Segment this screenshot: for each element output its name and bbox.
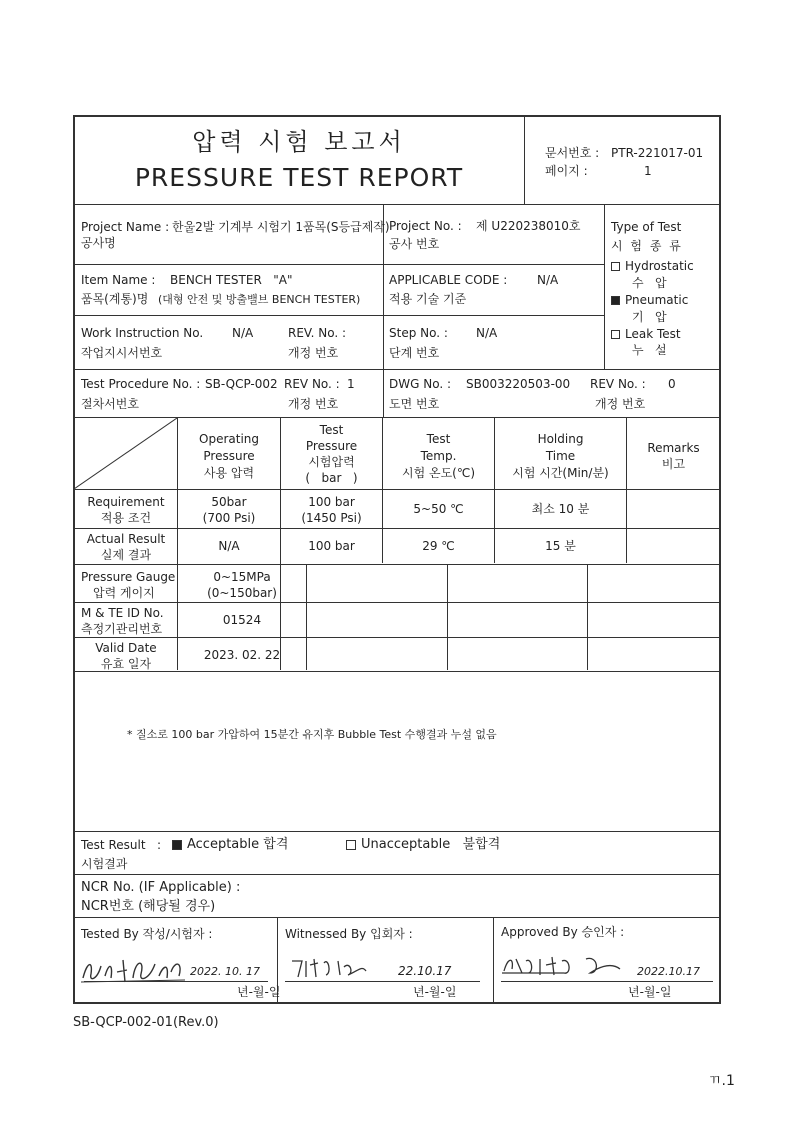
header-operating-pressure: Operating Pressure 사용 압력 bbox=[199, 432, 259, 480]
hydrostatic-checkbox bbox=[611, 262, 620, 271]
dwg-rev-label-kr: 개정 번호 bbox=[595, 397, 646, 411]
procedure-rev-value: 1 bbox=[347, 377, 355, 391]
procedure-rev-label: REV No. : bbox=[284, 377, 340, 391]
approved-by-signature bbox=[500, 951, 640, 981]
item-name-value: BENCH TESTER "A" bbox=[170, 273, 293, 287]
procedure-no-value: SB-QCP-002 bbox=[205, 377, 278, 391]
tested-by-label: Tested By 작성/시험자 : bbox=[81, 927, 213, 941]
test-result-label-kr: 시험결과 bbox=[81, 857, 128, 871]
header-test-temp: Test Temp. 시험 온도(℃) bbox=[401, 432, 476, 480]
witnessed-by-label: Witnessed By 입회자 : bbox=[285, 927, 413, 941]
result-acceptable: Acceptable 합격 bbox=[172, 837, 288, 852]
work-instruction-label-kr: 작업지시서번호 bbox=[81, 346, 163, 360]
doc-no-label: 문서번호 : bbox=[545, 146, 600, 160]
work-instruction-value: N/A bbox=[232, 326, 254, 340]
type-option-pneumatic-kr: 기 압 bbox=[632, 310, 667, 324]
type-option-hydrostatic: Hydrostatic bbox=[611, 259, 694, 274]
leak-test-checkbox bbox=[611, 330, 620, 339]
actual-test-pressure: 100 bar bbox=[308, 539, 355, 553]
tested-date: 2022. 10. 17 bbox=[190, 965, 260, 978]
approved-date: 2022.10.17 bbox=[637, 965, 700, 978]
actual-operating-pressure: N/A bbox=[218, 539, 240, 553]
type-option-leak: Leak Test bbox=[611, 327, 681, 342]
type-option-pneumatic: Pneumatic bbox=[611, 293, 688, 308]
pressure-gauge-range: 0~15MPa (0~150bar) bbox=[207, 570, 277, 600]
witnessed-by-signature bbox=[288, 953, 378, 981]
ncr-label-kr: NCR번호 (해당될 경우) bbox=[81, 899, 216, 914]
title-korean: 압력 시험 보고서 bbox=[192, 128, 406, 156]
project-no-value: 제 U220238010호 bbox=[476, 219, 581, 233]
dwg-no-label: DWG No. : bbox=[389, 377, 451, 391]
test-note: * 질소로 100 bar 가압하여 15분간 유지후 Bubble Test 수행결과 누설 없음 bbox=[127, 728, 497, 741]
item-name-value-kr: (대형 안전 및 방출밸브 BENCH TESTER) bbox=[158, 293, 361, 306]
requirement-operating-pressure: 50bar (700 Psi) bbox=[202, 495, 256, 525]
valid-date-label: Valid Date 유효 일자 bbox=[95, 641, 157, 671]
valid-date-value: 2023. 02. 22 bbox=[203, 648, 281, 662]
page-mark: ㄲ.1 bbox=[708, 1073, 735, 1089]
procedure-no-label: Test Procedure No. : bbox=[81, 377, 201, 391]
project-name-label-kr: 공사명 bbox=[81, 236, 116, 250]
form-number: SB-QCP-002-01(Rev.0) bbox=[73, 1015, 219, 1030]
applicable-code-value: N/A bbox=[537, 273, 559, 287]
project-name-label: Project Name : bbox=[81, 220, 170, 234]
project-no-label-kr: 공사 번호 bbox=[389, 237, 440, 251]
pressure-gauge-label: Pressure Gauge 압력 게이지 bbox=[81, 570, 176, 600]
procedure-rev-label-kr: 개정 번호 bbox=[288, 397, 339, 411]
item-name-label: Item Name : bbox=[81, 273, 156, 287]
result-unacceptable: Unacceptable 불합격 bbox=[346, 837, 500, 852]
dwg-no-label-kr: 도면 번호 bbox=[389, 397, 440, 411]
applicable-code-label-kr: 적용 기술 기준 bbox=[389, 292, 467, 306]
tested-date-caption: 년-월-일 bbox=[237, 985, 281, 999]
page-label: 페이지 : bbox=[545, 164, 588, 178]
actual-holding-time: 15 분 bbox=[545, 539, 576, 553]
title-english: PRESSURE TEST REPORT bbox=[134, 163, 464, 192]
rev-no-label: REV. No. : bbox=[288, 326, 346, 340]
pneumatic-checkbox bbox=[611, 296, 620, 305]
type-of-test-title-kr: 시 험 종 류 bbox=[611, 239, 683, 253]
type-option-hydrostatic-kr: 수 압 bbox=[632, 276, 667, 290]
mte-id-value: 01524 bbox=[222, 613, 262, 627]
witnessed-date: 22.10.17 bbox=[398, 964, 452, 978]
dwg-rev-label: REV No. : bbox=[590, 377, 646, 391]
step-no-value: N/A bbox=[476, 326, 498, 340]
header-remarks: Remarks 비고 bbox=[647, 441, 700, 471]
dwg-no-value: SB003220503-00 bbox=[466, 377, 571, 391]
step-no-label-kr: 단계 번호 bbox=[389, 346, 440, 360]
type-of-test-title: Type of Test bbox=[611, 220, 682, 234]
unacceptable-checkbox bbox=[346, 840, 356, 850]
approved-date-caption: 년-월-일 bbox=[628, 985, 672, 999]
item-name-label-kr: 품목(계통)명 bbox=[81, 292, 149, 306]
project-no-label: Project No. : bbox=[389, 219, 462, 233]
actual-test-temp: 29 ℃ bbox=[422, 539, 455, 553]
project-name-value: 한울2발 기계부 시험기 1품목(S등급제작) bbox=[172, 220, 390, 234]
actual-result-label: Actual Result 실제 결과 bbox=[86, 532, 166, 562]
dwg-rev-value: 0 bbox=[668, 377, 676, 391]
approved-by-label: Approved By 승인자 : bbox=[501, 925, 625, 939]
requirement-label: Requirement 적용 조건 bbox=[87, 495, 165, 525]
header-diagonal bbox=[74, 418, 177, 489]
ncr-label: NCR No. (IF Applicable) : bbox=[81, 880, 241, 895]
requirement-holding-time: 최소 10 분 bbox=[531, 502, 590, 516]
type-option-leak-kr: 누 설 bbox=[632, 343, 667, 357]
test-result-label: Test Result : bbox=[81, 838, 162, 852]
applicable-code-label: APPLICABLE CODE : bbox=[389, 273, 508, 287]
step-no-label: Step No. : bbox=[389, 326, 448, 340]
header-test-pressure: Test Pressure 시험압력 ( bar ) bbox=[305, 423, 358, 485]
requirement-test-pressure: 100 bar (1450 Psi) bbox=[301, 495, 362, 525]
work-instruction-label: Work Instruction No. bbox=[81, 326, 204, 340]
page-number: 1 bbox=[644, 164, 652, 178]
doc-no-value: PTR-221017-01 bbox=[611, 146, 704, 160]
header-holding-time: Holding Time 시험 시간(Min/분) bbox=[512, 432, 609, 480]
procedure-no-label-kr: 절차서번호 bbox=[81, 397, 139, 411]
acceptable-checkbox bbox=[172, 840, 182, 850]
requirement-test-temp: 5~50 ℃ bbox=[413, 502, 464, 516]
mte-id-label: M & TE ID No. 측정기관리번호 bbox=[81, 606, 164, 636]
rev-no-label-kr: 개정 번호 bbox=[288, 346, 339, 360]
witnessed-date-caption: 년-월-일 bbox=[413, 985, 457, 999]
